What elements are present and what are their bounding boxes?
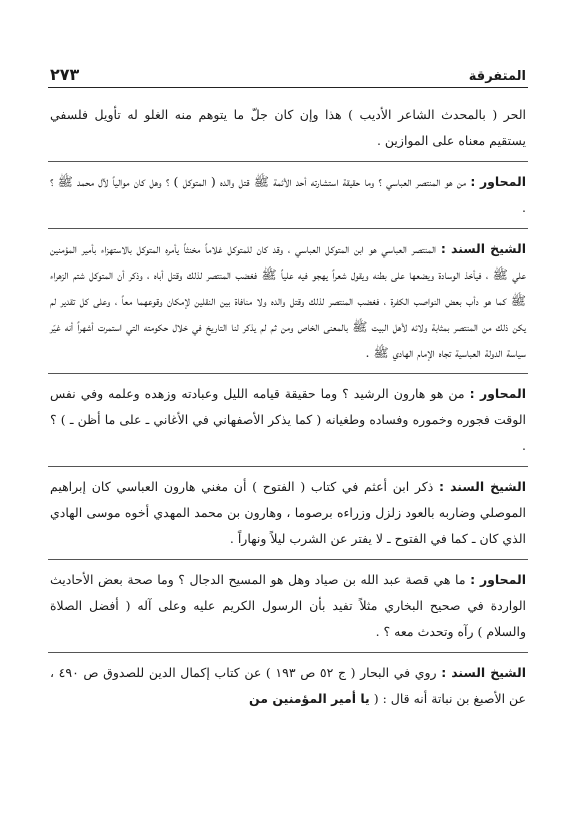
emphasized-quote: يا أمير المؤمنين من: [249, 691, 370, 706]
paragraph-text: الحر ( بالمحدث الشاعر الأديب ) هذا وإن كان جلّ ما يتوهم منه الغلو له تأويل فلسفي يستقيم معناه على الموازين .: [50, 107, 526, 148]
separator: [48, 559, 528, 560]
answer-paragraph: [48, 474, 528, 552]
speaker-label: المحاور :: [470, 174, 526, 189]
speaker-label: الشيخ السند :: [441, 665, 527, 680]
answer-paragraph: [48, 236, 528, 366]
speaker-label: المحاور :: [469, 386, 526, 401]
separator: [48, 228, 528, 229]
paragraph-text: المنتصر العباسي هو ابن المتوكل العباسي ، وقد كان للمتوكل غلاماً مخنثاً يأمره المتوكل بالاستهزاء بأمير المؤمنين علي ﷺ ، فيأخذ الوسادة ويضعها على بطنه ويقول شعراً يهجو فيه علياً ﷺ فغضب المنتصر لذلك وقتل أباه ، وذكر أن المتوكل شتم الزهراء ﷺ كما هو دأب بعض النواصب الكفرة ، فغضب المنتصر لذلك وقتل والده ولا منافاة بين النقلين لإمكان وقوعهما معاً ، وعلى كل تقدير لم يكن ذلك من المنتصر بمثابة ولائه لأهل البيت ﷺ بالمعنى الخاص ومن ثم لم يذكر لنا التاريخ في خلال حكومته التي استمرت أشهراً أنه غيّر سياسة الدولة العباسية تجاه الإمام الهادي ﷺ .: [50, 241, 526, 360]
speaker-label: المحاور :: [470, 572, 526, 587]
page-number: ٢٧٣: [50, 65, 80, 84]
question-paragraph: [48, 567, 528, 645]
speaker-label: الشيخ السند :: [439, 479, 526, 494]
running-head: المتفرقة: [468, 69, 526, 84]
paragraph-text: من هو المنتصر العباسي ؟ وما حقيقة استشارته أحد الأئمة ﷺ قتل والده ( المتوكل ) ؟ وهل كان موالياً لآل محمد ﷺ ؟ .: [50, 174, 526, 215]
question-paragraph: [48, 381, 528, 459]
separator: [48, 652, 528, 653]
page-header: [48, 58, 528, 88]
paragraph-text: من هو هارون الرشيد ؟ وما حقيقة قيامه الليل وعبادته وزهده وعلمه وفي نفس الوقت فجوره وخموره وفساده وطغيانه ( كما يذكر الأصفهاني في الأغاني ـ على ما أظن ـ ) ؟ .: [50, 386, 526, 453]
paragraph-text: ذكر ابن أعثم في كتاب ( الفتوح ) أن مغني هارون العباسي كان إبراهيم الموصلي وضاربه بالعود زلزل وزراءه برصوما ، وهارون بن محمد المهدي أخوه موسى الهادي الذي كان ـ كما في الفتوح ـ لا يفتر عن الشرب ليلاً ونهاراً .: [50, 479, 526, 546]
answer-paragraph: [48, 660, 528, 712]
separator: [48, 161, 528, 162]
document-page: [48, 58, 528, 712]
paragraph-text: ما هي قصة عبد الله بن صياد وهل هو المسيح الدجال ؟ وما صحة بعض الأحاديث الواردة في صحيح البخاري مثلاً تفيد بأن الرسول الكريم عليه وعلى آله ( أفضل الصلاة والسلام ) رآه وتحدث معه ؟ .: [50, 572, 526, 639]
separator: [48, 466, 528, 467]
speaker-label: الشيخ السند :: [440, 241, 526, 256]
paragraph-text: روي في البحار ( ج ٥٢ ص ١٩٣ ) عن كتاب إكمال الدين للصدوق ص ٤٩٠ ، عن الأصبغ بن نباتة أنه قال : (: [50, 665, 526, 706]
separator: [48, 373, 528, 374]
page-content: [48, 88, 528, 712]
paragraph-continuation: [48, 102, 528, 154]
question-paragraph: [48, 169, 528, 221]
